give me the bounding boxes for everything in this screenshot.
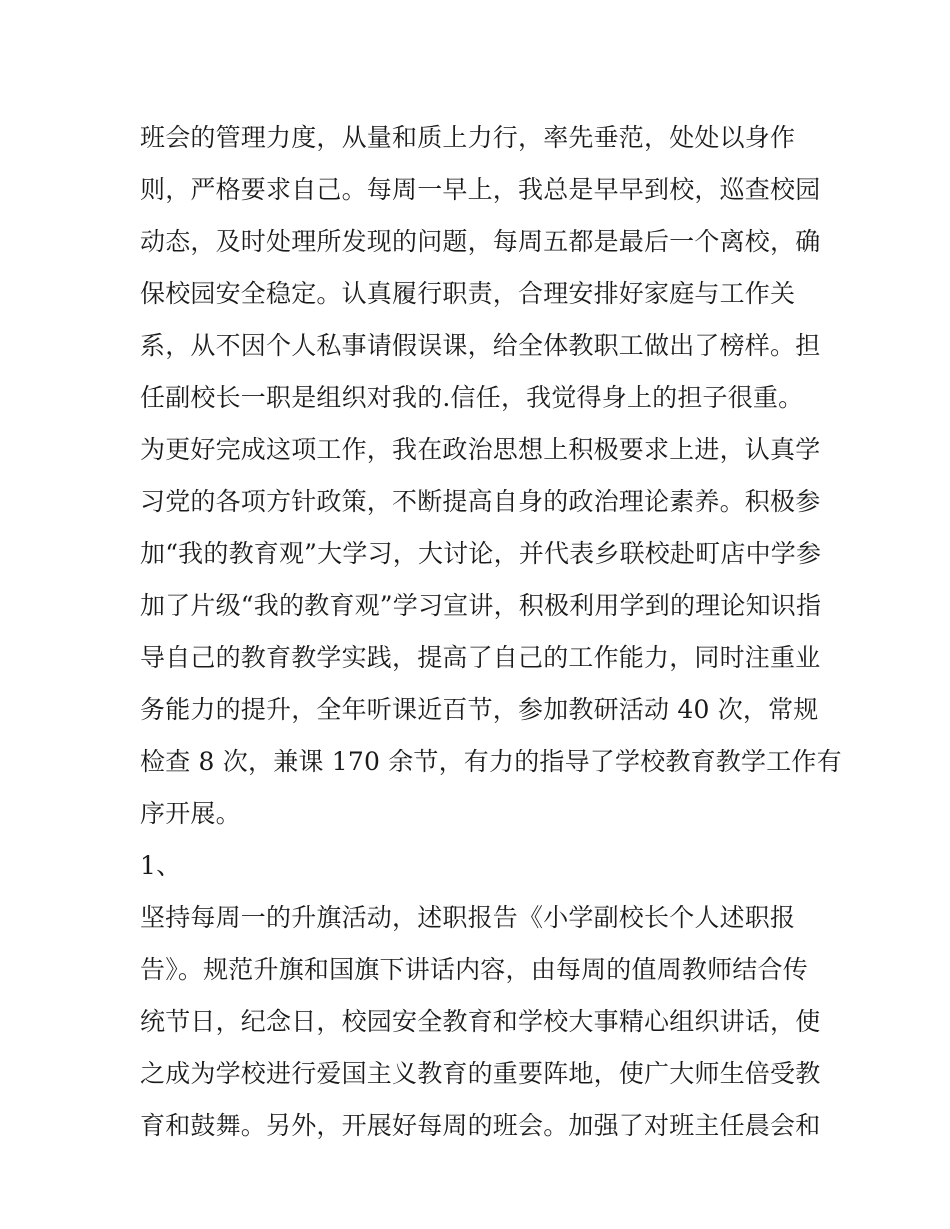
text-line: 统节日，纪念日，校园安全教育和学校大事精心组织讲话，使 <box>140 1007 821 1036</box>
text-line: 加了片级“我的教育观”学习宣讲，积极利用学到的理论知识指 <box>140 591 822 620</box>
text-line: 检查 8 次，兼课 170 余节，有力的指导了学校教育教学工作有 <box>140 747 842 776</box>
text-line: 之成为学校进行爱国主义教育的重要阵地，使广大师生倍受教 <box>140 1059 821 1088</box>
text-line: 加“我的教育观”大学习，大讨论，并代表乡联校赴町店中学参 <box>140 539 822 568</box>
text-line: 则，严格要求自己。每周一早上，我总是早早到校，巡查校园 <box>140 175 821 204</box>
text-line: 保校园安全稳定。认真履行职责，合理安排好家庭与工作关 <box>140 279 796 308</box>
list-number: 1、 <box>140 851 182 880</box>
text-line: 育和鼓舞。另外，开展好每周的班会。加强了对班主任晨会和 <box>140 1111 821 1140</box>
text-line: 动态，及时处理所发现的问题，每周五都是最后一个离校，确 <box>140 227 821 256</box>
document-body <box>140 112 842 1152</box>
text-line: 习党的各项方针政策，不断提高自身的政治理论素养。积极参 <box>140 487 821 516</box>
text-line: 序开展。 <box>140 799 241 828</box>
text-line: 导自己的教育教学实践，提高了自己的工作能力，同时注重业 <box>140 643 821 672</box>
text-line: 系，从不因个人私事请假误课，给全体教职工做出了榜样。担 <box>140 331 821 360</box>
text-line: 坚持每周一的升旗活动，述职报告《小学副校长个人述职报 <box>140 903 796 932</box>
text-line: 班会的管理力度，从量和质上力行，率先垂范，处处以身作 <box>140 123 796 152</box>
text-line: 任副校长一职是组织对我的.信任，我觉得身上的担子很重。 <box>140 383 804 412</box>
text-line: 为更好完成这项工作，我在政治思想上积极要求上进，认真学 <box>140 435 821 464</box>
text-line: 告》。规范升旗和国旗下讲话内容，由每周的值周教师结合传 <box>140 955 808 984</box>
text-line: 务能力的提升，全年听课近百节，参加教研活动 40 次，常规 <box>140 695 819 724</box>
